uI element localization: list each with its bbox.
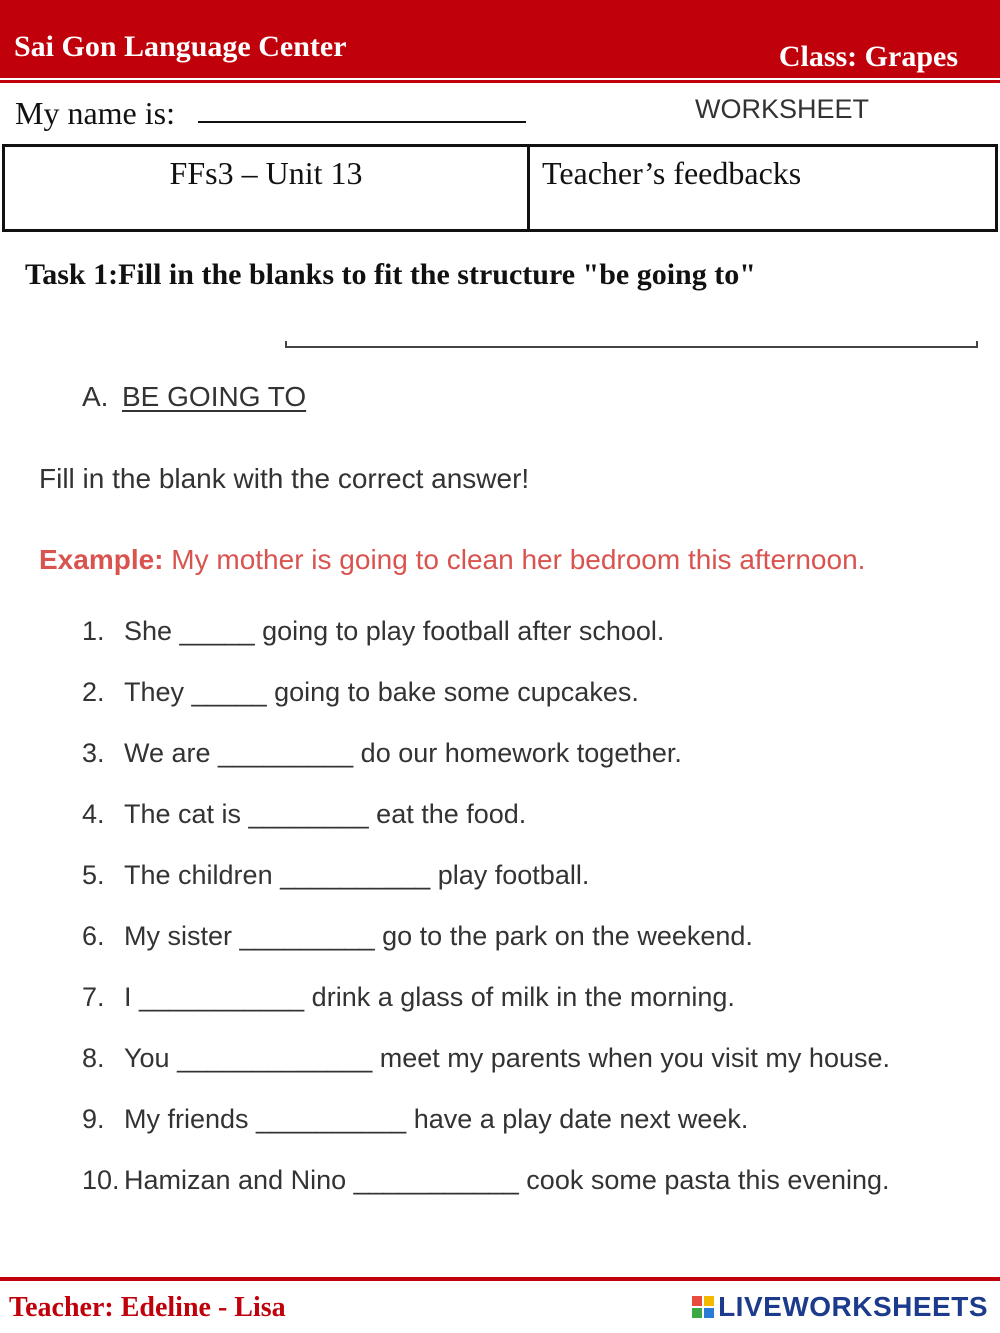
header-bar <box>0 0 1000 78</box>
item-number: 4. <box>82 799 105 829</box>
item-text[interactable]: The children __________ play football. <box>124 860 590 890</box>
example <box>39 544 865 576</box>
table-divider <box>527 147 530 229</box>
item-text[interactable]: My friends __________ have a play date next week. <box>124 1104 749 1134</box>
worksheet-label: WORKSHEET <box>695 94 870 124</box>
list-item <box>82 738 890 799</box>
item-text[interactable]: They _____ going to bake some cupcakes. <box>124 677 639 707</box>
item-number: 3. <box>82 738 105 768</box>
list-item <box>82 1165 890 1226</box>
item-number: 6. <box>82 921 105 951</box>
section-title: BE GOING TO <box>122 381 307 412</box>
school-name: Sai Gon Language Center <box>14 30 347 63</box>
list-item <box>82 921 890 982</box>
list-item <box>82 982 890 1043</box>
section-heading <box>82 381 306 413</box>
brand-name: LIVEWORKSHEETS <box>718 1291 988 1322</box>
item-number: 10. <box>82 1165 120 1195</box>
teacher-name: Teacher: Edeline - Lisa <box>9 1292 286 1323</box>
task-title: Task 1:Fill in the blanks to fit the structure "be going to" <box>25 258 756 291</box>
item-number: 8. <box>82 1043 105 1073</box>
instruction: Fill in the blank with the correct answer! <box>39 463 530 494</box>
item-number: 1. <box>82 616 105 646</box>
item-text[interactable]: She _____ going to play football after school. <box>124 616 665 646</box>
name-blank-line <box>198 121 526 123</box>
brand[interactable] <box>691 1291 988 1323</box>
item-text[interactable]: Hamizan and Nino ___________ cook some pasta this evening. <box>124 1165 890 1195</box>
unit-cell: FFs3 – Unit 13 <box>169 155 363 191</box>
item-number: 2. <box>82 677 105 707</box>
item-number: 7. <box>82 982 105 1012</box>
item-text[interactable]: I ___________ drink a glass of milk in the morning. <box>124 982 735 1012</box>
name-label: My name is: <box>15 95 175 131</box>
list-item <box>82 1104 890 1165</box>
class-label: Class: Grapes <box>778 40 958 73</box>
feedback-cell: Teacher’s feedbacks <box>542 155 802 191</box>
item-text[interactable]: My sister _________ go to the park on the weekend. <box>124 921 753 951</box>
footer-divider <box>0 1277 1000 1281</box>
header-divider <box>0 80 1000 83</box>
list-item <box>82 616 890 677</box>
example-text: My mother is going to clean her bedroom this afternoon. <box>171 544 866 575</box>
list-item <box>82 1043 890 1104</box>
info-table <box>2 144 998 232</box>
exercise-list <box>82 616 890 1226</box>
item-text[interactable]: You _____________ meet my parents when you visit my house. <box>124 1043 890 1073</box>
liveworksheets-logo-icon <box>691 1295 715 1319</box>
list-item <box>82 799 890 860</box>
item-text[interactable]: We are _________ do our homework together. <box>124 738 682 768</box>
item-text[interactable]: The cat is ________ eat the food. <box>124 799 527 829</box>
list-item <box>82 677 890 738</box>
list-item <box>82 860 890 921</box>
item-number: 9. <box>82 1104 105 1134</box>
item-number: 5. <box>82 860 105 890</box>
task-rule <box>285 346 978 348</box>
section-letter: A. <box>82 381 109 412</box>
example-label: Example: <box>39 544 164 575</box>
